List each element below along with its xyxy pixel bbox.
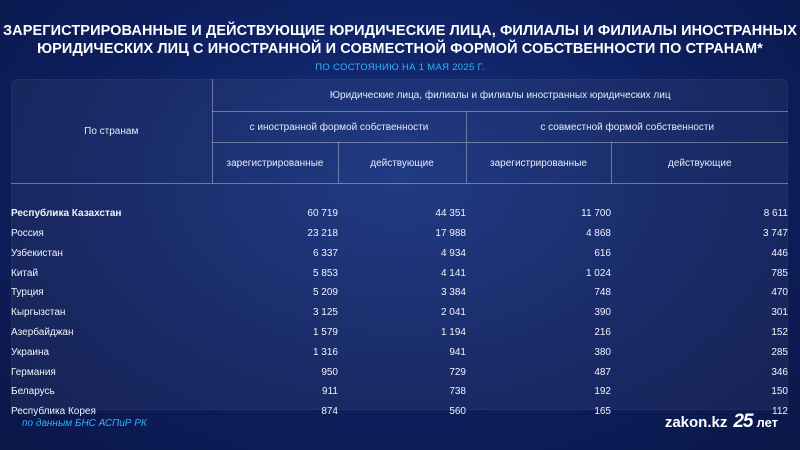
table-row bbox=[11, 204, 788, 224]
value-cell-j-act: 470 bbox=[771, 287, 788, 299]
value-cell-j-act: 301 bbox=[771, 307, 788, 319]
value-cell-f-reg: 23 218 bbox=[307, 227, 338, 239]
title-line-1: ЗАРЕГИСТРИРОВАННЫЕ И ДЕЙСТВУЮЩИЕ ЮРИДИЧЕСКИЕ ЛИЦА, ФИЛИАЛЫ И ФИЛИАЛЫ ИНОСТРАННЫХ bbox=[2, 23, 797, 39]
country-cell: Беларусь bbox=[11, 386, 55, 398]
country-cell: Китай bbox=[11, 267, 39, 279]
country-cell: Республика Корея bbox=[11, 406, 96, 418]
country-cell: Кыргызстан bbox=[11, 307, 66, 319]
country-cell: Узбекистан bbox=[11, 247, 63, 259]
value-cell-f-reg: 1 579 bbox=[312, 326, 338, 338]
joint-registered-header: зарегистрированные bbox=[466, 143, 611, 184]
value-cell-f-reg: 911 bbox=[322, 386, 338, 398]
country-cell: Турция bbox=[11, 287, 44, 299]
value-cell-f-reg: 3 125 bbox=[312, 307, 338, 319]
value-cell-j-reg: 165 bbox=[594, 406, 611, 418]
joint-active-header: действующие bbox=[611, 143, 788, 184]
value-cell-f-act: 3 384 bbox=[440, 287, 466, 299]
country-cell: Азербайджан bbox=[11, 326, 74, 338]
page-title bbox=[0, 22, 800, 58]
brand-name: zakon.kz bbox=[664, 413, 728, 431]
country-cell: Республика Казахстан bbox=[11, 208, 122, 220]
foreign-registered-header: зарегистрированные bbox=[212, 143, 338, 184]
value-cell-f-act: 941 bbox=[449, 346, 466, 358]
brand-anniversary-word: лет bbox=[756, 414, 778, 430]
value-cell-j-reg: 616 bbox=[594, 247, 611, 259]
value-cell-f-act: 738 bbox=[449, 386, 466, 398]
table-row bbox=[11, 224, 788, 244]
value-cell-j-reg: 380 bbox=[594, 346, 611, 358]
value-cell-j-reg: 487 bbox=[594, 366, 611, 378]
value-cell-f-reg: 5 853 bbox=[312, 267, 338, 279]
value-cell-j-act: 446 bbox=[771, 247, 788, 259]
value-cell-j-act: 285 bbox=[771, 346, 788, 358]
value-cell-f-act: 560 bbox=[449, 406, 466, 418]
value-cell-j-reg: 390 bbox=[594, 307, 611, 319]
value-cell-f-reg: 874 bbox=[321, 406, 338, 418]
value-cell-j-reg: 11 700 bbox=[581, 208, 611, 220]
foreign-active-header: действующие bbox=[338, 143, 466, 184]
value-cell-f-reg: 6 337 bbox=[312, 247, 338, 259]
table-row bbox=[11, 323, 788, 343]
table-row bbox=[11, 382, 788, 402]
table-row bbox=[11, 263, 788, 283]
value-cell-j-reg: 748 bbox=[594, 287, 611, 299]
table-row bbox=[11, 342, 788, 362]
table-row bbox=[11, 303, 788, 323]
value-cell-f-act: 44 351 bbox=[435, 208, 466, 220]
table-row bbox=[11, 362, 788, 382]
table-row bbox=[11, 243, 788, 263]
foreign-ownership-header: с иностранной формой собственности bbox=[212, 112, 466, 143]
value-cell-f-act: 4 934 bbox=[440, 247, 466, 259]
value-cell-f-act: 4 141 bbox=[440, 267, 466, 279]
value-cell-f-reg: 5 209 bbox=[312, 287, 338, 299]
source-note: по данным БНС АСПиР РК bbox=[22, 418, 147, 429]
value-cell-f-reg: 950 bbox=[321, 366, 338, 378]
value-cell-f-reg: 1 316 bbox=[312, 346, 338, 358]
value-cell-j-reg: 216 bbox=[594, 326, 611, 338]
value-cell-j-act: 785 bbox=[771, 267, 788, 279]
value-cell-j-act: 3 747 bbox=[762, 227, 788, 239]
date-subtitle: ПО СОСТОЯНИЮ НА 1 МАЯ 2025 Г. bbox=[315, 62, 485, 73]
country-column-header: По странам bbox=[11, 79, 212, 184]
value-cell-j-reg: 192 bbox=[594, 386, 611, 398]
value-cell-j-reg: 1 024 bbox=[585, 267, 611, 279]
value-cell-f-act: 2 041 bbox=[440, 307, 466, 319]
joint-ownership-header: с совместной формой собственности bbox=[466, 112, 788, 143]
data-table bbox=[11, 79, 788, 422]
brand-logo bbox=[665, 410, 778, 434]
country-cell: Украина bbox=[11, 346, 50, 358]
value-cell-f-act: 1 194 bbox=[440, 326, 466, 338]
table-row bbox=[11, 283, 788, 303]
value-cell-f-reg: 60 719 bbox=[307, 208, 338, 220]
value-cell-j-act: 152 bbox=[771, 326, 788, 338]
brand-anniversary-number: 25 bbox=[733, 411, 753, 432]
country-cell: Россия bbox=[11, 227, 44, 239]
value-cell-j-act: 346 bbox=[771, 366, 788, 378]
top-group-header: Юридические лица, филиалы и филиалы иностранных юридических лиц bbox=[212, 79, 788, 112]
country-cell: Германия bbox=[11, 366, 56, 378]
value-cell-f-act: 17 988 bbox=[435, 227, 466, 239]
value-cell-j-act: 8 611 bbox=[763, 208, 788, 220]
title-line-2: ЮРИДИЧЕСКИХ ЛИЦ С ИНОСТРАННОЙ И СОВМЕСТНОЙ ФОРМОЙ СОБСТВЕННОСТИ ПО СТРАНАМ* bbox=[37, 41, 763, 57]
value-cell-j-act: 112 bbox=[772, 406, 788, 418]
value-cell-j-act: 150 bbox=[771, 386, 788, 398]
value-cell-f-act: 729 bbox=[449, 366, 466, 378]
value-cell-j-reg: 4 868 bbox=[585, 227, 611, 239]
